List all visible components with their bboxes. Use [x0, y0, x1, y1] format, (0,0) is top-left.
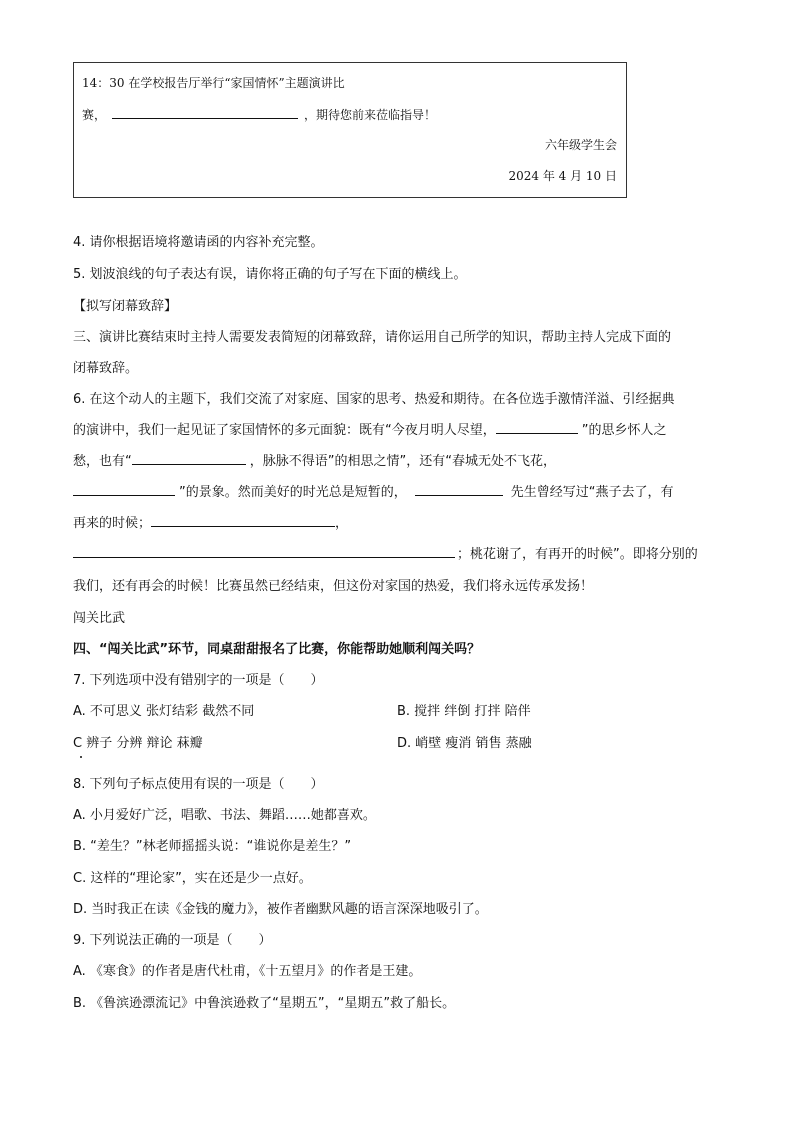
- section-3-line-1: 三、演讲比赛结束时主持人需要发表简短的闭幕致辞，请你运用自己所学的知识，帮助主持人完成下面的: [73, 330, 672, 345]
- q8-option-a[interactable]: A. 小月爱好广泛，唱歌、书法、舞蹈……她都喜欢。: [73, 808, 376, 823]
- question-6-line-3: [73, 452, 556, 472]
- q6-blank-6[interactable]: [73, 545, 455, 558]
- heading-challenge: 闯关比武: [73, 611, 126, 626]
- q6-blank-4[interactable]: [415, 483, 503, 496]
- section-4-title: 四、“闯关比武”环节，同桌甜甜报名了比赛，你能帮助她顺利闯关吗？: [73, 642, 481, 657]
- question-6-line-4: [73, 483, 674, 503]
- q6-line-6-end: ；桃花谢了，有再开的时候”。即将分别的: [457, 547, 698, 562]
- q6-blank-3[interactable]: [73, 483, 175, 496]
- q7-option-d[interactable]: D. 峭壁 瘦消 销售 蒸融: [397, 736, 532, 751]
- q6-blank-5[interactable]: [151, 514, 335, 527]
- q6-line-3-end: ，脉脉不得语”的相思之情”，还有“春城无处不飞花，: [249, 454, 556, 469]
- question-6-line-5: [73, 514, 348, 534]
- letter-line-2-start: 赛，: [82, 108, 107, 122]
- letter-line-2: [82, 105, 436, 125]
- invitation-letter-box: [73, 62, 627, 198]
- question-6-line-1: 6. 在这个动人的主题下，我们交流了对家庭、国家的思考、热爱和期待。在各位选手激情洋溢、引经据典: [73, 392, 675, 407]
- q7-option-a[interactable]: A. 不可思义 张灯结彩 截然不同: [73, 704, 255, 719]
- q8-option-d[interactable]: D. 当时我正在读《金钱的魔力》，被作者幽默风趣的语言深深地吸引了。: [73, 902, 488, 917]
- q6-line-2-end: ”的思乡怀人之: [581, 423, 667, 438]
- section-3-line-2: 闭幕致辞。: [73, 361, 139, 376]
- question-6-line-6: [73, 545, 698, 565]
- q9-option-b[interactable]: B. 《鲁滨逊漂流记》中鲁滨逊救了“星期五”，“星期五”救了船长。: [73, 996, 456, 1011]
- question-7: 7. 下列选项中没有错别字的一项是（ ）: [73, 673, 324, 688]
- letter-signer: 六年级学生会: [544, 138, 617, 152]
- q7-option-c[interactable]: C 辨子 分辨 辩论 菻瓣: [73, 736, 203, 751]
- q8-option-b[interactable]: B. “差生？”林老师摇摇头说：“谁说你是差生？”: [73, 839, 352, 854]
- q6-line-4-end: 先生曾经写过“燕子去了，有: [510, 485, 674, 500]
- heading-closing-speech: 【拟写闭幕致辞】: [73, 299, 178, 314]
- question-8: 8. 下列句子标点使用有误的一项是（ ）: [73, 777, 324, 792]
- invitation-blank[interactable]: [112, 106, 298, 119]
- question-6-line-2: [73, 421, 667, 441]
- option-c-dot-mark: [80, 756, 82, 758]
- question-5: 5. 划波浪线的句子表达有误，请你将正确的句子写在下面的横线上。: [73, 267, 467, 282]
- letter-date: 2024 年 4 月 10 日: [508, 169, 617, 183]
- q6-line-5-end: ，: [335, 516, 349, 531]
- q6-blank-2[interactable]: [132, 452, 246, 465]
- question-4: 4. 请你根据语境将邀请函的内容补充完整。: [73, 235, 324, 250]
- q6-line-2-start: 的演讲中，我们一起见证了家国情怀的多元面貌：既有“今夜月明人尽望，: [73, 423, 496, 438]
- letter-line-1: 14：30 在学校报告厅举行“家国情怀”主题演讲比: [82, 76, 345, 90]
- q7-option-b[interactable]: B. 搅拌 绊倒 打拌 陪伴: [397, 704, 531, 719]
- q8-option-c[interactable]: C. 这样的“理论家”，实在还是少一点好。: [73, 871, 312, 886]
- letter-line-2-end: ，期待您前来莅临指导！: [304, 108, 437, 122]
- q9-option-a[interactable]: A. 《寒食》的作者是唐代杜甫，《十五望月》的作者是王建。: [73, 964, 422, 979]
- q6-line-3-start: 愁，也有“: [73, 454, 132, 469]
- q6-line-5-start: 再来的时候；: [73, 516, 152, 531]
- question-9: 9. 下列说法正确的一项是（ ）: [73, 933, 272, 948]
- q6-blank-1[interactable]: [496, 421, 578, 434]
- q6-line-4-start: ”的景象。然而美好的时光总是短暂的，: [179, 485, 407, 500]
- question-6-line-7: 我们，还有再会的时候！比赛虽然已经结束，但这份对家国的热爱，我们将永远传承发扬！: [73, 579, 594, 594]
